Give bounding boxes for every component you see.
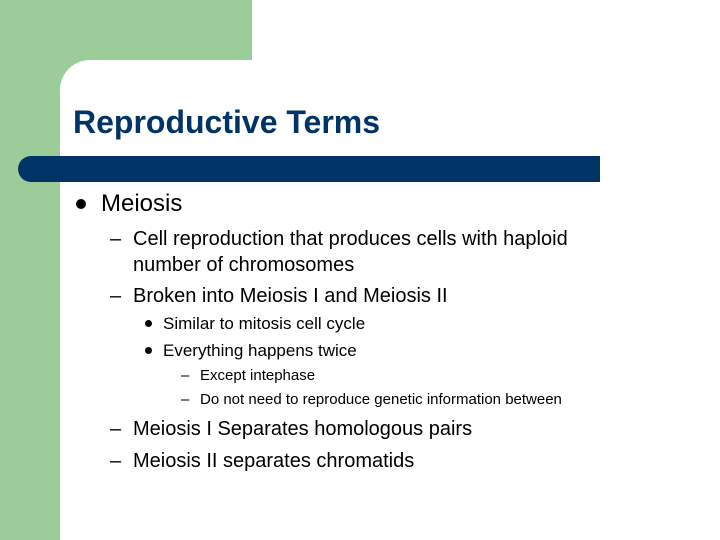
bullet-meiosis: Meiosis (101, 190, 183, 217)
sub-sub-item-similar-mitosis: Similar to mitosis cell cycle (163, 314, 366, 333)
sub-item-meiosis-one: Meiosis I Separates homologous pairs (133, 418, 473, 440)
dash-bullet-icon: – (181, 367, 190, 384)
dash-bullet-icon: – (110, 285, 122, 307)
title-underline-bar (18, 156, 600, 182)
sub-sub-item-happens-twice: Everything happens twice (163, 341, 357, 360)
bullet-dot-icon (145, 347, 152, 354)
sub-item-definition-line2: number of chromosomes (133, 254, 355, 276)
dash-bullet-icon: – (181, 391, 190, 408)
sub-item-meiosis-two: Meiosis II separates chromatids (133, 450, 415, 472)
slide-title: Reproductive Terms (73, 104, 381, 140)
sub-item-broken-into: Broken into Meiosis I and Meiosis II (133, 285, 448, 307)
dash-bullet-icon: – (110, 418, 122, 440)
dash-bullet-icon: – (110, 228, 122, 250)
level4-item-no-genetic-reproduction: Do not need to reproduce genetic information between (200, 391, 562, 408)
bullet-dot-icon (76, 199, 86, 209)
sub-item-definition-line1: Cell reproduction that produces cells with haploid (133, 228, 568, 250)
bullet-dot-icon (145, 320, 152, 327)
dash-bullet-icon: – (110, 450, 122, 472)
level4-item-except-intephase: Except intephase (200, 367, 316, 384)
